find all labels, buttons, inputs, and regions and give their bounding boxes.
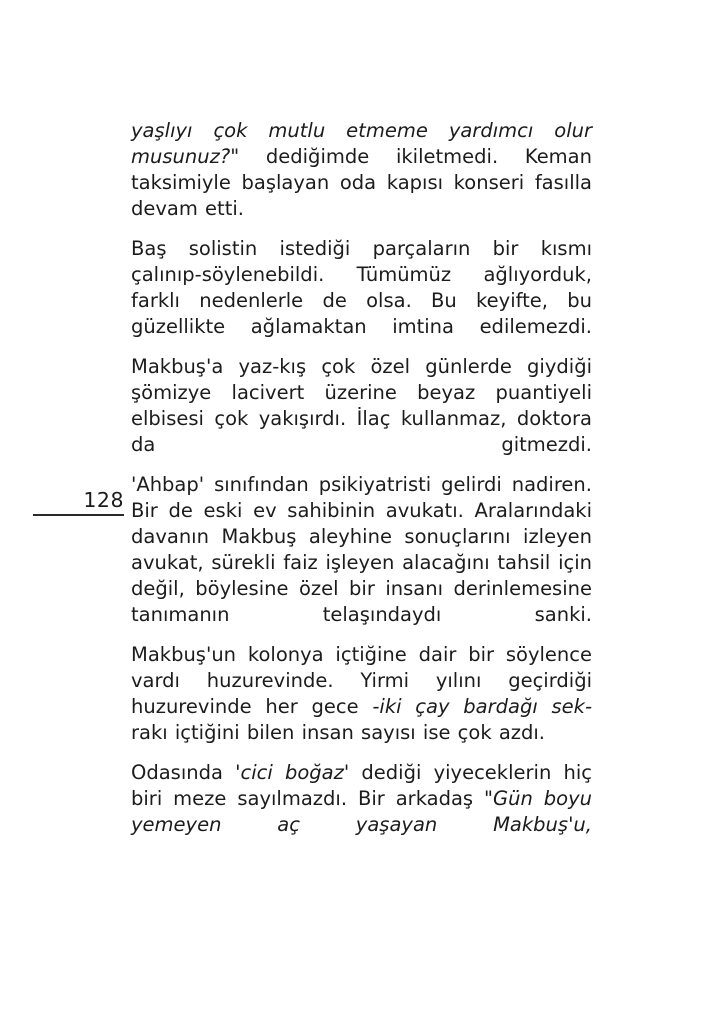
- page-number: [33, 487, 124, 516]
- book-paragraph-3: [131, 354, 592, 458]
- text-segment: Baş solistin istediği parçaların bir kısmı çalınıp-söylenebildi. Tümümüz ağlıyorduk, farklı nedenlerle de olsa. Bu keyifte, bu güzellikte ağlamaktan imtina edilemezdi.: [131, 237, 592, 338]
- text-column: [131, 118, 592, 852]
- book-paragraph-6: [131, 760, 592, 838]
- text-segment: 'Ahbap' sınıfından psikiyatristi gelirdi nadiren. Bir de eski ev sahibinin avukatı. Aralarındaki davanın Makbuş aleyhine sonuçlarını izleyen avukat, sürekli faiz işleyen alacağını tahsil için değil, böylesine özel bir insanı derinlemesine tanımanın telaşındaydı sanki.: [131, 473, 592, 626]
- text-segment: Makbuş'a yaz-kış çok özel günlerde giydiği şömizye lacivert üzerine beyaz puantiyeli elbisesi çok yakışırdı. İlaç kullanmaz, doktora da gitmezdi.: [131, 355, 592, 456]
- italic-text-segment: -iki çay bardağı sek-: [372, 695, 592, 718]
- page-number-label: 128: [83, 488, 124, 512]
- text-segment: rakı içtiğini bilen insan sayısı ise çok azdı.: [131, 721, 545, 744]
- italic-text-segment: yaşlıyı çok mutlu etmeme yardımcı olur musunuz?: [131, 119, 592, 168]
- book-paragraph-4: [131, 472, 592, 628]
- book-paragraph-2: [131, 236, 592, 340]
- book-paragraph-1: [131, 118, 592, 222]
- text-segment: Odasında ': [131, 761, 241, 784]
- italic-text-segment: cici boğaz: [240, 761, 344, 784]
- text-segment: " dediğimde ikiletmedi. Keman taksimiyle başlayan oda kapısı konseri fasılla devam etti.: [131, 145, 592, 220]
- text-segment: ' dediği yiyeceklerin hiç biri meze sayılmazdı. Bir arkadaş ": [131, 761, 592, 810]
- italic-text-segment: Gün boyu yemeyen aç yaşayan Makbuş'u,: [131, 787, 593, 836]
- text-segment: Makbuş'un kolonya içtiğine dair bir söylence vardı huzurevinde. Yirmi yılını geçirdiği huzurevinde her gece: [131, 643, 592, 718]
- book-paragraph-5: [131, 642, 592, 746]
